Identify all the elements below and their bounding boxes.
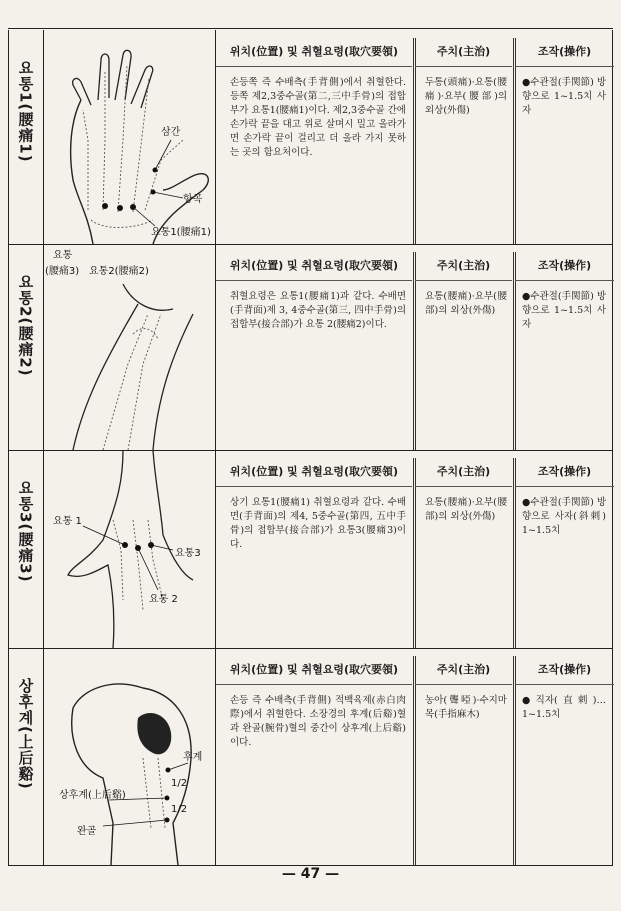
label-yotong3: (腰痛3) xyxy=(45,266,80,277)
indication-text: 요통(腰痛)·요부(腰部)의 외상(外傷) xyxy=(425,291,507,316)
section-yotong1 xyxy=(8,30,613,245)
label-hugye: 후계 xyxy=(183,752,203,763)
header-operation: 조작(操作) xyxy=(515,252,614,281)
section-title: 요통1(腰痛1) xyxy=(16,60,35,163)
page-number: — 47 — xyxy=(281,866,340,882)
section-title: 요통2(腰痛2) xyxy=(16,274,35,377)
header-location: 위치(位置) 및 취혈요령(取穴要領) xyxy=(216,656,412,685)
table-grid xyxy=(215,450,613,648)
operation-text: ●직자(直刺)… 1~1.5치 xyxy=(522,695,606,720)
header-indication: 주치(主治) xyxy=(415,458,512,487)
label-wangol: 완골 xyxy=(77,826,97,837)
location-text: 취혈요령은 요통1(腰痛1)과 같다. 수배면(手背面)제 3, 4중수골(第三, 四中手骨)의 접합부(接合部)가 요통 2(腰痛2)이다. xyxy=(230,291,406,330)
header-operation: 조작(操作) xyxy=(515,458,614,487)
header-location: 위치(位置) 및 취혈요령(取穴要領) xyxy=(216,458,412,487)
label-hangok: 항곡 xyxy=(183,194,203,205)
header-indication: 주치(主治) xyxy=(415,656,512,685)
forearm-illustration xyxy=(43,244,213,450)
label-yotong2: 요통 2 xyxy=(149,594,178,605)
label-sanghugye: 상후계(上后谿) xyxy=(59,790,126,801)
label-yotong1: 요통1(腰痛1) xyxy=(151,227,211,238)
table-grid xyxy=(215,30,613,244)
column-divider xyxy=(513,656,516,865)
column-divider xyxy=(413,252,416,450)
header-location: 위치(位置) 및 취혈요령(取穴要領) xyxy=(216,38,412,67)
label-yotong2: 요통2(腰痛2) xyxy=(89,266,149,277)
section-title-col xyxy=(8,244,44,450)
section-title: 요통3(腰痛3) xyxy=(16,480,35,583)
section-title: 상후계(上后谿) xyxy=(16,678,35,790)
fist-illustration xyxy=(43,648,213,865)
location-text: 손등 즉 수배측(手背側) 적백육제(赤白肉際)에서 취혈한다. 소장경의 후계(后谿)혈과 완골(腕骨)혈의 중간이 상후계(上后谿)이다. xyxy=(230,695,406,748)
label-half: 1/2 xyxy=(171,804,188,815)
section-title-col xyxy=(8,648,44,865)
table-grid xyxy=(215,244,613,450)
location-text: 손등쪽 즉 수배측(手背側)에서 취혈한다. 등쪽 제2,3중수골(第二,三中手骨)의 접합부가 요통1(腰痛1)이다. 제2,3중수골 간에 손가락 끝을 대고 위로 살며시 밀고 올라가면 손가락 끝이 걸리고 더 올라 가지 못하는 곳의 함요처이다. xyxy=(230,77,406,158)
indication-text: 두통(頭痛)·요통(腰痛)·요부(腰部)의 외상(外傷) xyxy=(425,77,507,116)
section-sanghugye xyxy=(8,648,613,866)
header-operation: 조작(操作) xyxy=(515,656,614,685)
label-half: 1/2 xyxy=(171,778,188,789)
column-divider xyxy=(413,38,416,244)
section-yotong2 xyxy=(8,244,613,451)
column-divider xyxy=(413,656,416,865)
label-yotong1: 요통 1 xyxy=(53,516,82,527)
header-location: 위치(位置) 및 취혈요령(取穴要領) xyxy=(216,252,412,281)
section-title-col xyxy=(8,450,44,648)
column-divider xyxy=(513,38,516,244)
indication-text: 농아(聾啞)·수지마목(手指麻木) xyxy=(425,695,507,720)
header-indication: 주치(主治) xyxy=(415,38,512,67)
location-text: 상기 요통1(腰痛1) 취혈요령과 같다. 수배면(手背面)의 제4, 5중수골(第四, 五中手骨)의 접합부(接合部)가 요통3(腰痛3)이다. xyxy=(230,497,406,550)
label-sangan: 삼간 xyxy=(161,127,181,138)
operation-text: ●수관절(手関節) 방향으로 사자(斜刺) 1~1.5치 xyxy=(522,497,606,536)
table-grid xyxy=(215,648,613,865)
section-title-col xyxy=(8,30,44,244)
operation-text: ●수관절(手関節) 방향으로 1~1.5치 사자 xyxy=(522,291,606,330)
hand-illustration xyxy=(43,30,213,244)
label-yotong: 요통 xyxy=(53,250,73,261)
wrist-illustration xyxy=(43,450,213,648)
header-operation: 조작(操作) xyxy=(515,38,614,67)
indication-text: 요통(腰痛)·요부(腰部)의 외상(外傷) xyxy=(425,497,507,522)
page xyxy=(8,30,613,865)
column-divider xyxy=(513,252,516,450)
top-rule xyxy=(8,28,613,29)
section-yotong3 xyxy=(8,450,613,649)
label-yotong3: 요통3 xyxy=(175,548,201,559)
operation-text: ●수관절(手関節) 방향으로 1~1.5치 사자 xyxy=(522,77,606,116)
header-indication: 주치(主治) xyxy=(415,252,512,281)
